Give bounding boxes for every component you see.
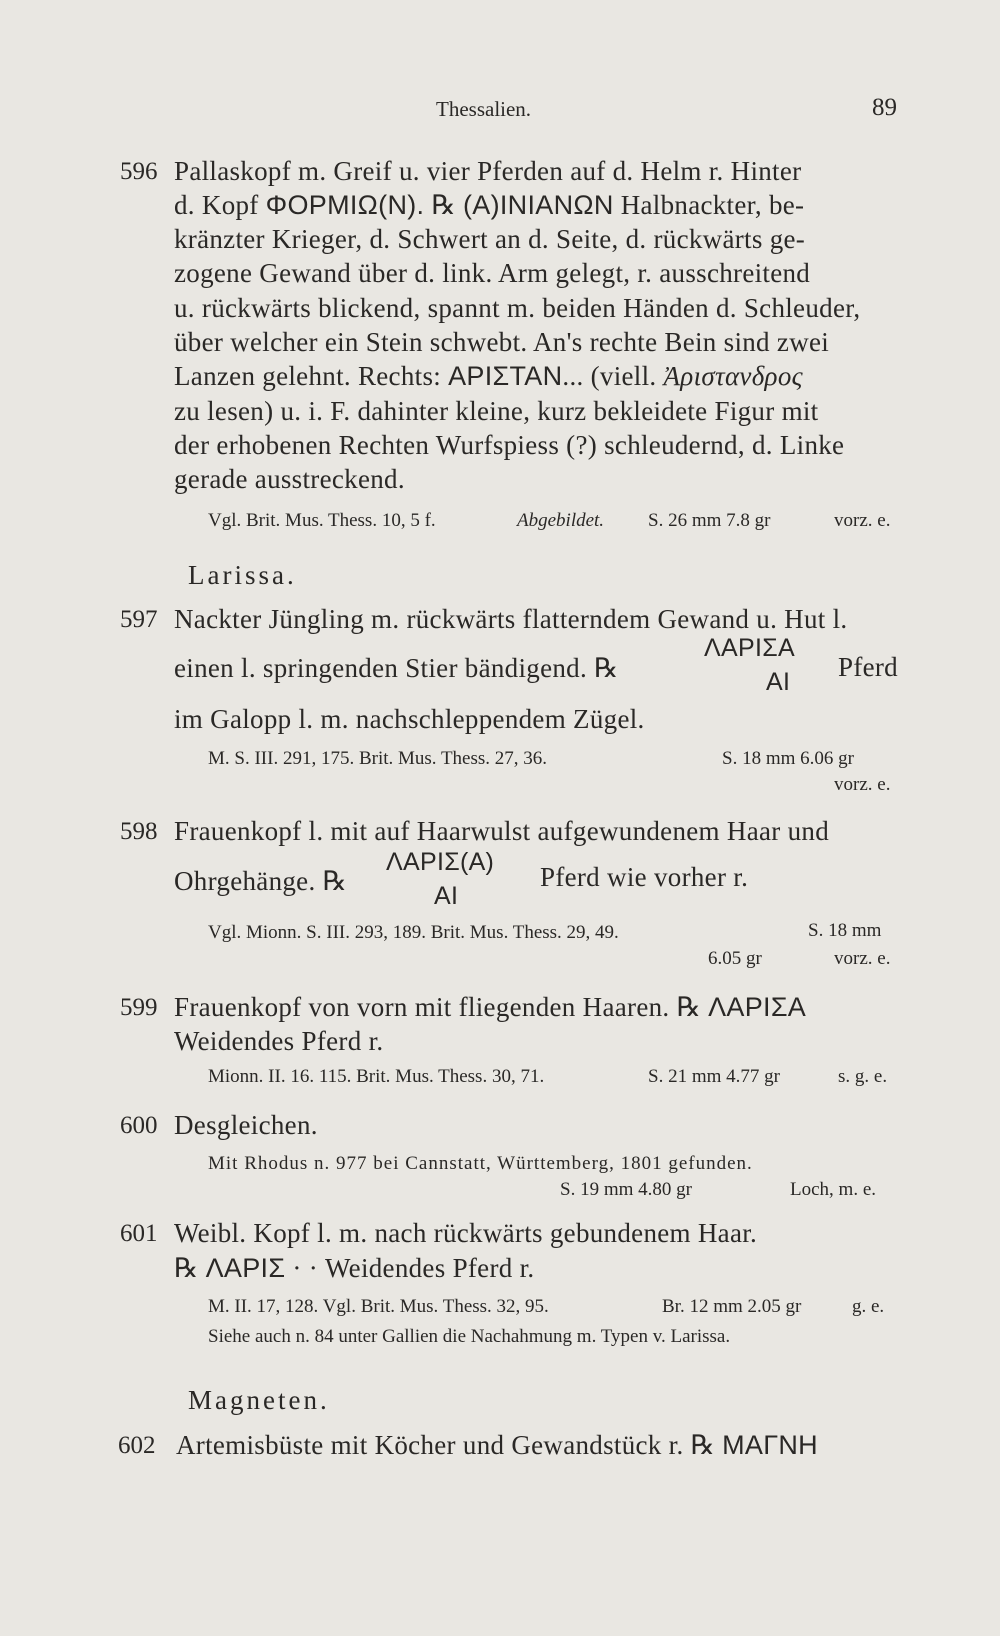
entry-line: Pferd wie vorher r. [540, 862, 749, 892]
legend-text: ΛΑΡΙΣΑ [708, 992, 807, 1022]
reference: S. 26 mm 7.8 gr [648, 510, 771, 531]
reference: vorz. e. [834, 510, 891, 531]
entry-line: Ohrgehänge. ℞ [174, 866, 348, 896]
legend-text: ΦΟΡΜΙΩ(Ν). [265, 190, 425, 220]
entry-line: Lanzen gelehnt. Rechts: ΑΡΙΣΤΑΝ... (viell. Ἀριστανδρος [174, 361, 803, 391]
entry-line: Nackter Jüngling m. rückwärts flatterndem Gewand u. Hut l. [174, 604, 848, 634]
legend-text: ΛΑΡΙΣΑ [704, 634, 795, 662]
entry-line: ℞ ΛΑΡΙΣ · · Weidendes Pferd r. [174, 1253, 535, 1283]
page-number: 89 [872, 94, 897, 121]
entry-number: 597 [120, 606, 158, 633]
reference: S. 19 mm 4.80 gr [560, 1179, 692, 1200]
entry-number: 600 [120, 1112, 158, 1139]
entry-line: zu lesen) u. i. F. dahinter kleine, kurz bekleidete Figur mit [174, 396, 819, 426]
entry-line: Artemisbüste mit Köcher und Gewandstück r. ℞ ΜΑΓΝΗ [176, 1430, 818, 1460]
entry-number: 598 [120, 818, 158, 845]
reference: vorz. e. [834, 948, 891, 969]
entry-line: d. Kopf ΦΟΡΜΙΩ(Ν). ℞ (Α)ΙΝΙΑΝΩΝ Halbnackter, be- [174, 190, 805, 220]
reference: Loch, m. e. [790, 1179, 877, 1200]
reference: Mionn. II. 16. 115. Brit. Mus. Thess. 30, 71. [208, 1066, 545, 1087]
reference: Br. 12 mm 2.05 gr [662, 1296, 802, 1317]
reference: g. e. [852, 1296, 885, 1317]
entry-line: Frauenkopf l. mit auf Haarwulst aufgewundenem Haar und [174, 816, 829, 846]
legend-text: ΑΙ [434, 882, 459, 910]
entry-line: Weibl. Kopf l. m. nach rückwärts gebundenem Haar. [174, 1218, 758, 1248]
reference: vorz. e. [834, 774, 891, 795]
entry-line: kränzter Krieger, d. Schwert an d. Seite, d. rückwärts ge- [174, 224, 806, 254]
entry-number: 596 [120, 158, 158, 185]
entry-number: 601 [120, 1220, 158, 1247]
entry-line: Weidendes Pferd r. [174, 1026, 384, 1056]
entry-line: u. rückwärts blickend, spannt m. beiden Händen d. Schleuder, [174, 293, 861, 323]
reference: s. g. e. [838, 1066, 888, 1087]
entry-line: über welcher ein Stein schwebt. An's rechte Bein sind zwei [174, 327, 830, 357]
section-heading: Larissa. [188, 560, 297, 590]
reference: Vgl. Mionn. S. III. 293, 189. Brit. Mus. Thess. 29, 49. [208, 922, 619, 943]
entry-line: Desgleichen. [174, 1110, 318, 1140]
entry-line: zogene Gewand über d. link. Arm gelegt, r. ausschreitend [174, 258, 811, 288]
reference: S. 18 mm [808, 920, 882, 941]
section-heading: Magneten. [188, 1385, 330, 1415]
reference: Abgebildet. [517, 510, 605, 531]
legend-text: ΑΡΙΣΤΑΝ [448, 361, 563, 391]
note: Siehe auch n. 84 unter Gallien die Nachahmung m. Typen v. Larissa. [208, 1326, 731, 1347]
reference: S. 21 mm 4.77 gr [648, 1066, 780, 1087]
entry-line: Pallaskopf m. Greif u. vier Pferden auf d. Helm r. Hinter [174, 156, 802, 186]
legend-text: ΑΙ [766, 668, 791, 696]
legend-text: ΛΑΡΙΣ(Α) [386, 848, 495, 876]
reference: Mit Rhodus n. 977 bei Cannstatt, Württemberg, 1801 gefunden. [208, 1153, 753, 1174]
entry-line: Pferd [838, 652, 898, 682]
legend-text: ΜΑΓΝΗ [722, 1430, 818, 1460]
entry-line: gerade ausstreckend. [174, 464, 405, 494]
reference: Vgl. Brit. Mus. Thess. 10, 5 f. [208, 510, 436, 531]
reference: S. 18 mm 6.06 gr [722, 748, 854, 769]
entry-line: einen l. springenden Stier bändigend. ℞ [174, 653, 619, 683]
legend-text: ΛΑΡΙΣ [205, 1253, 286, 1283]
entry-number: 602 [118, 1432, 156, 1459]
reference: M. S. III. 291, 175. Brit. Mus. Thess. 27, 36. [208, 748, 548, 769]
running-head: Thessalien. [436, 97, 532, 121]
entry-line: im Galopp l. m. nachschleppendem Zügel. [174, 704, 645, 734]
reference: 6.05 gr [708, 948, 762, 969]
entry-line: Frauenkopf von vorn mit fliegenden Haaren. ℞ ΛΑΡΙΣΑ [174, 992, 807, 1022]
entry-line: der erhobenen Rechten Wurfspiess (?) schleudernd, d. Linke [174, 430, 845, 460]
reference: M. II. 17, 128. Vgl. Brit. Mus. Thess. 32, 95. [208, 1296, 549, 1317]
legend-text: (Α)ΙΝΙΑΝΩΝ [462, 190, 614, 220]
entry-number: 599 [120, 994, 158, 1021]
